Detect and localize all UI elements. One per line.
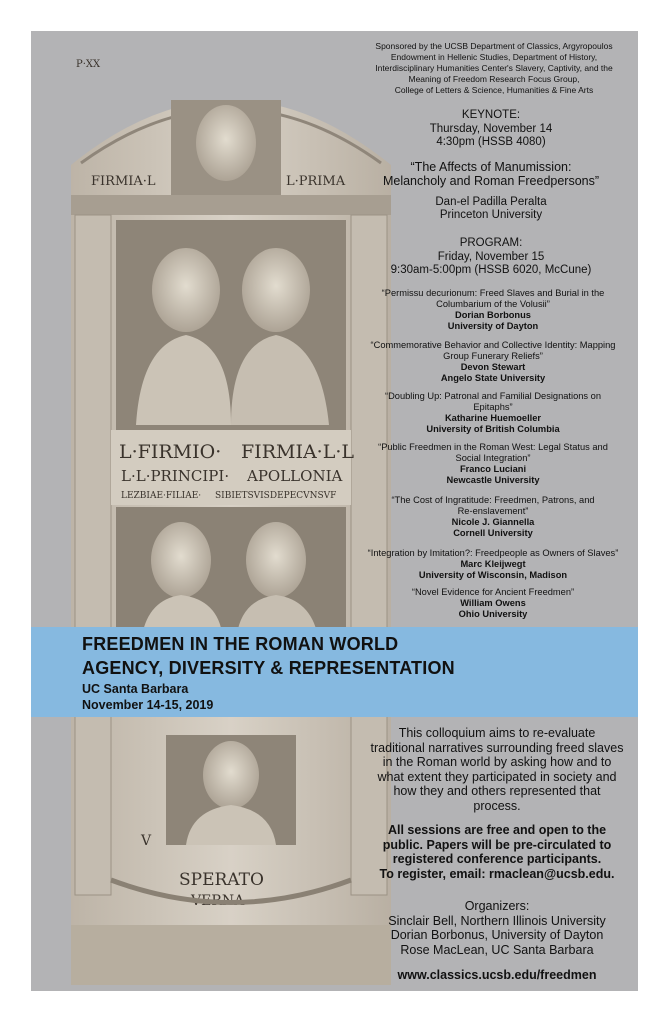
keynote-title-1: “The Affects of Manumission: bbox=[410, 159, 572, 174]
program-date: Friday, November 15 bbox=[437, 250, 545, 263]
talk-affiliation: University of Dayton bbox=[447, 321, 539, 331]
keynote-heading: KEYNOTE: bbox=[461, 109, 521, 121]
organizer-name: Dorian Borbonus, University of Dayton bbox=[390, 928, 604, 942]
talk-speaker: Katharine Huemoeller bbox=[444, 413, 542, 423]
talk-title: Epitaphs” bbox=[473, 402, 513, 412]
program-header bbox=[366, 237, 616, 278]
talk-speaker: Franco Luciani bbox=[459, 464, 527, 474]
talk-speaker: William Owens bbox=[460, 598, 526, 608]
talk-item bbox=[357, 495, 629, 539]
talk-item bbox=[357, 288, 629, 332]
talk-affiliation: Newcastle University bbox=[446, 475, 540, 485]
talk-title: “The Cost of Ingratitude: Freedmen, Patrons, and bbox=[391, 495, 595, 505]
description-block bbox=[369, 726, 625, 813]
registration-notice bbox=[369, 823, 625, 881]
relief-text-mid-1a: L·FIRMIO· bbox=[119, 441, 222, 463]
talk-title: Re-enslavement” bbox=[457, 506, 529, 516]
notice-line: All sessions are free and open to the bbox=[387, 823, 607, 837]
program-heading: PROGRAM: bbox=[459, 237, 523, 249]
talk-speaker: Devon Stewart bbox=[460, 362, 526, 372]
organizers-heading: Organizers: bbox=[464, 899, 530, 913]
talk-title: “Permissu decurionum: Freed Slaves and Burial in the bbox=[381, 288, 605, 298]
talk-affiliation: Angelo State University bbox=[440, 373, 546, 383]
relief-text-bottom-2: VERNA bbox=[191, 893, 245, 909]
talk-title: “Doubling Up: Patronal and Familial Designations on bbox=[384, 391, 601, 401]
talk-affiliation: University of Wisconsin, Madison bbox=[418, 570, 568, 580]
talk-title: “Public Freedmen in the Roman West: Legal Status and bbox=[378, 442, 608, 452]
keynote-speaker: Dan-el Padilla Peralta bbox=[435, 195, 547, 208]
notice-line: public. Papers will be pre-circulated to bbox=[382, 837, 612, 852]
relief-text-bottom-1: SPERATO bbox=[179, 870, 264, 890]
banner-title-1: FREEDMEN IN THE ROMAN WORLD bbox=[82, 634, 399, 654]
organizer-name: Sinclair Bell, Northern Illinois University bbox=[388, 913, 606, 928]
talk-affiliation: Ohio University bbox=[458, 609, 528, 619]
website-link[interactable]: www.classics.ucsb.edu/freedmen bbox=[397, 968, 597, 982]
poster bbox=[31, 31, 638, 991]
keynote-date: Thursday, November 14 bbox=[429, 122, 553, 135]
talk-title: “Novel Evidence for Ancient Freedmen” bbox=[411, 587, 575, 597]
keynote-affiliation: Princeton University bbox=[439, 209, 543, 221]
relief-text-top-left: FIRMIA·L bbox=[91, 174, 156, 189]
sponsor-line: Interdisciplinary Humanities Center's Slavery, Captivity, and the bbox=[375, 63, 613, 73]
banner-title-2: AGENCY, DIVERSITY & REPRESENTATION bbox=[82, 658, 455, 678]
relief-text-mid-3a: LEZBIAE·FILIAE· bbox=[121, 491, 202, 501]
organizer-name: Rose MacLean, UC Santa Barbara bbox=[400, 942, 594, 957]
talk-speaker: Nicole J. Giannella bbox=[451, 517, 535, 527]
relief-text-mid-2b: APOLLONIA bbox=[247, 467, 343, 485]
relief-text-mid-1b: FIRMIA·L·L bbox=[241, 441, 354, 463]
notice-line: registered conference participants. bbox=[392, 852, 602, 866]
talk-item bbox=[357, 391, 629, 435]
description-line: in the Roman world by asking how and to bbox=[382, 755, 612, 769]
keynote-time: 4:30pm (HSSB 4080) bbox=[436, 136, 546, 148]
sponsor-line: College of Letters & Science, Humanities & Fine Arts bbox=[394, 85, 594, 95]
description-line: This colloquium aims to re-evaluate bbox=[398, 726, 596, 740]
banner-venue: UC Santa Barbara bbox=[82, 682, 189, 696]
sponsor-line: Sponsored by the UCSB Department of Classics, Argyropoulos bbox=[375, 41, 613, 51]
sponsor-line: Endowment in Hellenic Studies, Department of History, bbox=[390, 52, 598, 62]
description-line: what extent they participated in society and bbox=[377, 769, 617, 784]
talk-item bbox=[353, 548, 633, 581]
description-line: process. bbox=[473, 798, 521, 813]
keynote-block bbox=[366, 109, 616, 223]
relief-text-mid-2a: L·L·PRINCIPI· bbox=[121, 467, 230, 485]
banner-dates: November 14-15, 2019 bbox=[82, 698, 214, 712]
talk-item bbox=[357, 442, 629, 486]
funerary-relief-image bbox=[71, 45, 391, 985]
talk-title: Columbarium of the Volusii” bbox=[436, 299, 550, 309]
sponsor-block bbox=[361, 41, 627, 96]
organizers-block bbox=[369, 899, 625, 957]
relief-text-top-right: L·PRIMA bbox=[286, 174, 346, 189]
relief-v-mark: V bbox=[141, 833, 152, 849]
talk-affiliation: University of British Columbia bbox=[426, 424, 560, 434]
keynote-title-2: Melancholy and Roman Freedpersons” bbox=[382, 174, 600, 188]
description-line: how they and others represented that bbox=[393, 784, 601, 798]
title-banner bbox=[31, 627, 638, 717]
talk-title: Social Integration” bbox=[455, 453, 531, 463]
program-time: 9:30am-5:00pm (HSSB 6020, McCune) bbox=[390, 264, 592, 276]
relief-text-corner: P·XX bbox=[76, 59, 101, 70]
talk-speaker: Marc Kleijwegt bbox=[460, 559, 526, 569]
talk-title: Group Funerary Reliefs” bbox=[443, 351, 543, 361]
relief-text-mid-3b: SIBIETSVISDEPECVNSVF bbox=[215, 491, 337, 501]
talk-item bbox=[357, 340, 629, 384]
talk-item bbox=[357, 587, 629, 620]
talk-title: “Integration by Imitation?: Freedpeople as Owners of Slaves” bbox=[367, 548, 619, 558]
description-line: traditional narratives surrounding freed slaves bbox=[370, 740, 624, 755]
talk-speaker: Dorian Borbonus bbox=[455, 310, 531, 320]
notice-line: To register, email: rmaclean@ucsb.edu. bbox=[379, 866, 615, 881]
sponsor-line: Meaning of Freedom Research Focus Group, bbox=[408, 74, 580, 84]
talk-title: “Commemorative Behavior and Collective Identity: Mapping bbox=[370, 340, 616, 350]
talk-affiliation: Cornell University bbox=[453, 528, 533, 538]
